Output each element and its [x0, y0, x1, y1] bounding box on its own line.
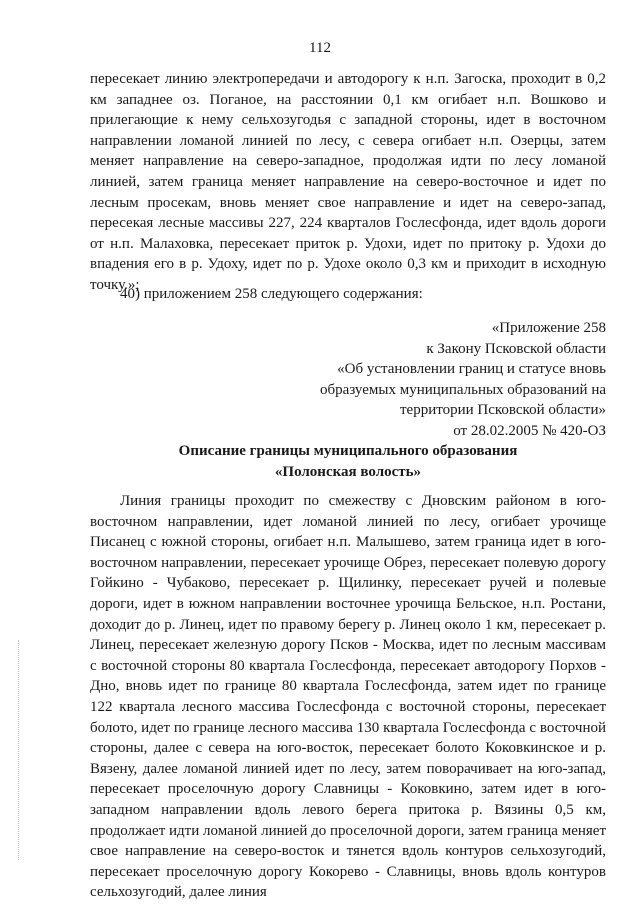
appendix-line: от 28.02.2005 № 420-ОЗ: [453, 422, 606, 439]
appendix-line: «Приложение 258: [491, 320, 606, 336]
appendix-line: территории Псковской области»: [399, 402, 606, 419]
paragraph-item-40: 40) приложением 258 следующего содержания:: [120, 286, 423, 302]
appendix-line: к Закону Псковской области: [426, 340, 606, 357]
section-heading: [90, 441, 606, 482]
paragraph-boundary-description: Линия границы проходит по смежеству с Дновским районом в юго-восточном направлении, идет ломаной линией по лесу, огибает урочище Писанец с южной стороны, огибает н.п. Малышево, затем граница идет в юго-восточном направлении, пересекает урочище Обрез, пересекает полевую дорогу Гойкино - Чубаково, пересекает р. Щилинку, пересекает ручей и полевые дороги, идет в южном направлении восточнее урочища Бельское, н.п. Ростани, доходит до р. Линец, идет по правому берегу р. Линец около 1 км, пересекает р. Линец, пересекает железную дорогу Псков - Москва, идет по лесным массивам с восточной стороны 80 квартала Гослесфонда, пересекает автодорогу Порхов - Дно, вновь идет по границе 80 квартала Гослесфонда, затем идет по границе 122 квартала лесного массива Гослесфонда с восточной стороны, пересекает болото, идет по границе лесного массива 130 квартала Гослесфонда с восточной стороны, далее с севера на юго-восток, пересекает болото Коковкинское и р. Вязену, далее ломаной линией идет по лесу, затем поворачивает на юго-запад, пересекает проселочную дорогу Славницы - Коковкино, затем идет в юго-западном направлении вдоль левого берега притока р. Вязины 0,5 км, продолжает идти ломаной линией до проселочной дороги, затем граница меняет свое направление на северо-восток и тянется вдоль контуров сельхозугодий, пересекает проселочную дорогу Кокорево - Славницы, вновь вдоль контуров сельхозугодий, далее линия: [90, 493, 606, 901]
heading-line: «Полонская волость»: [274, 463, 422, 480]
scan-edge-marks: [18, 640, 23, 860]
page-number: 112: [309, 40, 331, 56]
appendix-header: [276, 318, 606, 442]
paragraph-continuation: пересекает линию электропередачи и автодорогу к н.п. Загоска, проходит в 0,2 км западнее оз. Поганое, на расстоянии 0,1 км огибает н.п. Вошково и прилегающие к нему сельхозугодья с западной стороны, идет в восточном направлении ломаной линией по лесу, с севера огибает н.п. Озерцы, затем меняет направление на северо-западное, продолжая идти по лесу ломаной линией, затем граница меняет направление на северо-восточное и идет по лесным просекам, вновь меняет свое направление и идет на северо-запад, пересекая лесные массивы 227, 224 кварталов Гослесфонда, идет вдоль дороги от н.п. Малаховка, пересекает приток р. Удохи, идет по притоку р. Удохи до впадения его в р. Удоху, идет по р. Удохе около 0,3 км и приходит в исходную точку.»;: [90, 71, 606, 293]
appendix-line: «Об установлении границ и статусе вновь: [337, 361, 606, 378]
heading-line: Описание границы муниципального образования: [178, 443, 518, 459]
appendix-line: образуемых муниципальных образований на: [320, 381, 606, 398]
